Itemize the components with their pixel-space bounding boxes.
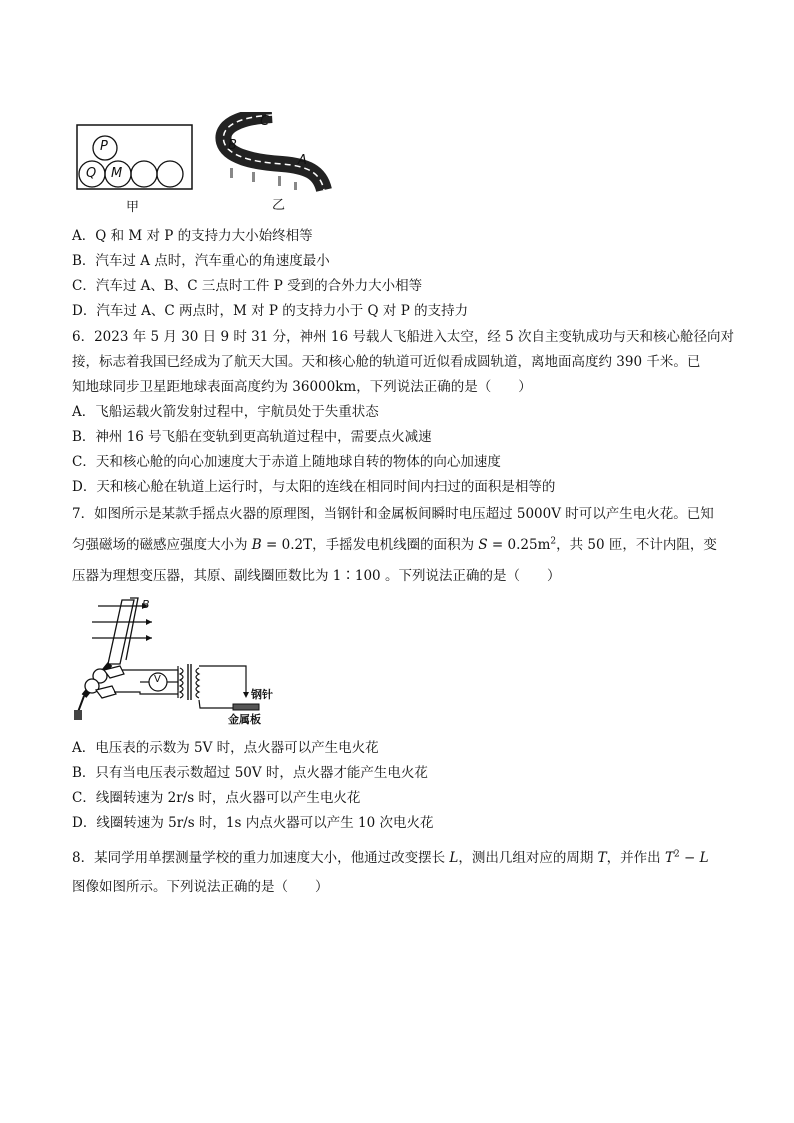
q6-option-c: C．天和核心舱的向心加速度大于赤道上随地球自转的物体的向心加速度 (72, 454, 501, 470)
q7-option-b: B．只有当电压表示数超过 50V 时，点火器才能产生电火花 (72, 765, 428, 781)
field-b-label: B (142, 598, 150, 611)
q5-option-d: D．汽车过 A、C 两点时，M 对 P 的支持力小于 Q 对 P 的支持力 (72, 303, 469, 319)
figure-yi-caption: 乙 (272, 198, 286, 213)
q8-stem-line-1: 8．某同学用单摆测量学校的重力加速度大小，他通过改变摆长 L，测出几组对应的周期 T，并作出 $T^2 - L$ (72, 849, 709, 866)
q7-option-c: C．线圈转速为 2r/s 时，点火器可以产生电火花 (72, 790, 361, 806)
q5-option-b: B．汽车过 A 点时，汽车重心的角速度最小 (72, 253, 330, 269)
needle-label: 钢针 (251, 688, 273, 701)
ball-p-label: P (100, 139, 108, 154)
ball-m-label: M (111, 166, 123, 181)
q6-option-d: D．天和核心舱在轨道上运行时，与太阳的连线在相同时间内扫过的面积是相等的 (72, 479, 556, 495)
q7-option-d: D．线圈转速为 5r/s 时，1s 内点火器可以产生 10 次电火花 (72, 815, 434, 831)
figure-jia-drawing (76, 124, 194, 194)
q6-option-a: A．飞船运载火箭发射过程中，宇航员处于失重状态 (72, 404, 379, 420)
q7-stem-line-1: 7．如图所示是某款手摇点火器的原理图，当钢针和金属板间瞬时电压超过 5000V 时可以产生电火花。已知 (72, 506, 714, 522)
point-a-label: A (298, 153, 307, 168)
q5-option-a: A．Q 和 M 对 P 的支持力大小始终相等 (72, 228, 313, 244)
point-b-label: B (228, 138, 237, 153)
figure-q7 (70, 594, 280, 726)
point-c-label: C (260, 114, 270, 129)
figure-jia-caption: 甲 (126, 200, 140, 215)
q6-stem-line-1: 6．2023 年 5 月 30 日 9 时 31 分，神州 16 号载人飞船进入太空，经 5 次自主变轨成功与天和核心舱径向对 (72, 329, 735, 345)
q7-stem-line-3: 压器为理想变压器，其原、副线圈匝数比为 1∶100 。下列说法正确的是（ ） (72, 568, 561, 584)
figure-q7-drawing (70, 594, 280, 726)
voltmeter-label: V (154, 674, 161, 685)
q6-option-b: B．神州 16 号飞船在变轨到更高轨道过程中，需要点火减速 (72, 429, 432, 445)
figure-yi (212, 112, 344, 212)
q7-stem-line-2: 匀强磁场的磁感应强度大小为 B = 0.2T，手摇发电机线圈的面积为 $S = 0.25m^2$，共 50 匝，不计内阻，变 (72, 536, 717, 553)
plate-label: 金属板 (228, 713, 261, 726)
q6-stem-line-2: 接，标志着我国已经成为了航天大国。天和核心舱的轨道可近似看成圆轨道，离地面高度约 390 千米。已 (72, 354, 701, 370)
q6-stem-line-3: 知地球同步卫星距地球表面高度约为 36000km，下列说法正确的是（ ） (72, 379, 532, 395)
q5-option-c: C．汽车过 A、B、C 三点时工件 P 受到的合外力大小相等 (72, 278, 423, 294)
q8-stem-line-2: 图像如图所示。下列说法正确的是（ ） (72, 879, 329, 895)
ball-q-label: Q (86, 166, 97, 181)
figure-jia (76, 124, 194, 214)
q7-option-a: A．电压表的示数为 5V 时，点火器可以产生电火花 (72, 740, 379, 756)
